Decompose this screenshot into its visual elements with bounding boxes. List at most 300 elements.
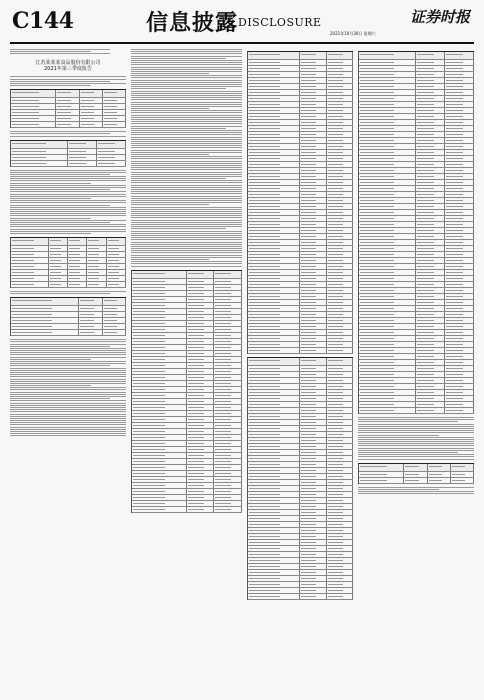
table-cell [187,465,215,470]
table-cell [248,474,300,479]
table-cell [187,495,215,500]
table-cell [445,384,474,389]
table-cell [187,381,215,386]
table-cell [107,246,126,251]
table-cell [68,238,87,245]
table-cell [248,594,300,599]
table-cell [248,180,300,185]
text-line [131,215,242,216]
table-cell [214,477,242,482]
table-cell [445,126,474,131]
table-cell [359,336,416,341]
table-cell [359,306,416,311]
table-cell [445,168,474,173]
table-cell [214,447,242,452]
table-cell [327,192,354,197]
table-cell [359,186,416,191]
table-cell [80,98,103,103]
table-cell [132,471,187,476]
table-cell [445,78,474,83]
table-cell [248,270,300,275]
table-cell [327,102,354,107]
table-cell [11,318,79,323]
table-cell [248,150,300,155]
table-cell [187,423,215,428]
text-line [10,222,110,223]
table-cell [327,522,354,527]
table-cell [214,315,242,320]
table-cell [416,138,445,143]
text-line [358,493,474,494]
text-line [131,152,242,153]
table-cell [214,363,242,368]
table-cell [11,238,49,245]
text-line [10,411,126,412]
table-cell [132,381,187,386]
table-cell [359,180,416,185]
text-line [131,97,242,98]
table-row [132,507,242,513]
table-cell [56,104,79,109]
table-cell [87,252,106,257]
table-cell [416,378,445,383]
table-cell [416,300,445,305]
table-cell [248,450,300,455]
text-line [10,205,110,206]
text-line [131,178,226,179]
text-line [358,489,439,490]
table-cell [87,276,106,281]
table-cell [300,246,327,251]
text-line [10,220,126,221]
table-cell [187,363,215,368]
table-cell [56,90,79,97]
table-cell [359,270,416,275]
table-cell [68,149,97,154]
table-cell [80,110,103,115]
table-cell [103,312,126,317]
table-cell [327,480,354,485]
table-cell [359,294,416,299]
table-cell [327,276,354,281]
table-cell [300,300,327,305]
table-cell [56,122,79,127]
table-cell [248,126,300,131]
table-cell [248,432,300,437]
text-line [131,126,242,127]
text-line [131,222,242,223]
text-line [131,128,226,129]
table-cell [187,387,215,392]
table-cell [327,456,354,461]
table-cell [214,279,242,284]
table-cell [359,472,404,477]
table-cell [214,417,242,422]
table-cell [327,498,354,503]
table-cell [327,330,354,335]
table-cell [248,358,300,365]
text-line [131,228,226,229]
table-cell [187,321,215,326]
table-row [11,238,126,246]
text-line [10,224,126,225]
table-cell [327,570,354,575]
table-cell [445,276,474,281]
table-cell [445,240,474,245]
text-line [10,202,126,203]
column-1 [10,48,126,688]
table-cell [300,564,327,569]
newspaper-logo: 证券时报 [410,8,471,26]
text-line [358,443,474,444]
table-cell [416,216,445,221]
text-line [10,81,110,82]
table-cell [327,264,354,269]
table-cell [187,303,215,308]
table-cell [68,252,87,257]
text-line [131,102,242,103]
text-line [131,187,242,188]
table-cell [187,357,215,362]
table-cell [97,161,126,166]
table-cell [107,282,126,287]
text-line [10,229,126,230]
table-cell [11,149,68,154]
table-cell [445,150,474,155]
text-line [131,145,242,146]
table-cell [300,528,327,533]
table-cell [248,222,300,227]
table-cell [327,366,354,371]
text-line [10,85,91,86]
table-cell [416,330,445,335]
text-line [131,226,242,227]
table-cell [248,156,300,161]
table-cell [248,252,300,257]
table-cell [416,144,445,149]
table-cell [300,474,327,479]
table-cell [132,309,187,314]
table-cell [327,444,354,449]
text-line [10,433,126,434]
table-cell [327,546,354,551]
table-cell [416,234,445,239]
table-cell [248,234,300,239]
table-cell [445,198,474,203]
table-cell [451,472,474,477]
text-line [358,430,474,431]
table-cell [359,360,416,365]
issue-date: 2021年10月30日 星期六 [330,31,376,36]
table-cell [416,402,445,407]
table-cell [11,104,56,109]
table-cell [327,234,354,239]
text-line [131,158,242,159]
section-title: 信息披露 [146,10,239,36]
table-cell [49,238,68,245]
table-cell [248,120,300,125]
table-cell [214,507,242,512]
table-cell [300,216,327,221]
table-cell [68,282,87,287]
text-line [10,387,126,388]
text-line [10,83,126,84]
table-cell [300,384,327,389]
table-cell [327,414,354,419]
table-cell [214,327,242,332]
table-cell [416,108,445,113]
announcement-title [10,60,126,72]
table-row [11,141,126,149]
table-cell [445,288,474,293]
table-cell [359,102,416,107]
table-cell [300,390,327,395]
text-line [358,487,474,488]
text-line [10,341,126,342]
text-line [131,207,242,208]
text-line [131,53,242,54]
text-line [10,346,110,347]
table-cell [300,120,327,125]
table-cell [248,426,300,431]
text-line [10,418,126,419]
table-cell [416,210,445,215]
table-cell [132,351,187,356]
table-cell [327,108,354,113]
table-row [11,90,126,98]
table-cell [300,258,327,263]
table-cell [327,384,354,389]
table-cell [300,204,327,209]
table-cell [87,246,106,251]
table-cell [300,486,327,491]
text-line [10,383,126,384]
table-cell [11,246,49,251]
table-cell [79,330,102,335]
table-cell [300,582,327,587]
table-cell [187,489,215,494]
table-cell [359,126,416,131]
table-cell [445,324,474,329]
table-cell [451,464,474,471]
table-cell [445,342,474,347]
text-line [10,131,126,132]
table-cell [445,264,474,269]
text-line [131,246,242,247]
table-row [11,298,126,306]
table-cell [214,393,242,398]
table-cell [214,375,242,380]
table-cell [359,384,416,389]
table-cell [300,192,327,197]
table-cell [56,110,79,115]
table-cell [107,252,126,257]
table-cell [248,90,300,95]
table-cell [359,378,416,383]
table-cell [300,138,327,143]
table-cell [445,396,474,401]
table-cell [248,468,300,473]
table-cell [359,150,416,155]
table-cell [416,240,445,245]
text-line [131,209,242,210]
table-cell [214,423,242,428]
table-cell [248,576,300,581]
table-cell [248,276,300,281]
table-cell [248,282,300,287]
table-cell [49,276,68,281]
table-cell [248,396,300,401]
table-cell [11,98,56,103]
text-line [131,130,242,131]
table-cell [11,90,56,97]
table-cell [359,324,416,329]
table-cell [327,420,354,425]
table-cell [416,360,445,365]
table-cell [214,291,242,296]
table-cell [97,141,126,148]
text-line [10,174,110,175]
table-cell [214,285,242,290]
text-line [10,185,126,186]
text-line [10,365,110,366]
table-cell [445,210,474,215]
text-line [358,421,458,422]
table-cell [49,252,68,257]
table-cell [359,318,416,323]
text-line [10,191,126,192]
text-line [10,370,126,371]
table-cell [132,321,187,326]
table-cell [300,114,327,119]
table-cell [300,318,327,323]
table-cell [327,150,354,155]
table-cell [359,52,416,59]
table-cell [248,438,300,443]
text-line [131,196,242,197]
table-cell [248,588,300,593]
table-cell [248,264,300,269]
table-cell [214,489,242,494]
table-cell [132,291,187,296]
text-line [358,435,439,436]
text-line [131,91,242,92]
text-line [131,62,242,63]
table-cell [300,432,327,437]
text-line [131,75,242,76]
text-line [131,172,242,173]
table-cell [11,110,56,115]
table-cell [416,156,445,161]
text-line [131,263,242,264]
table-cell [327,516,354,521]
text-line [10,405,126,406]
table-cell [300,234,327,239]
table-cell [416,324,445,329]
table-cell [132,333,187,338]
table-cell [300,558,327,563]
table-cell [416,312,445,317]
table-row [11,122,126,128]
table-cell [300,552,327,557]
table-cell [187,453,215,458]
table-cell [132,387,187,392]
table-cell [416,180,445,185]
text-line [10,198,91,199]
table-cell [359,192,416,197]
table-cell [248,300,300,305]
text-line [131,82,242,83]
table-cell [300,468,327,473]
table-cell [359,78,416,83]
table-cell [327,84,354,89]
text-line [10,379,126,380]
table-cell [300,108,327,113]
text-line [131,220,242,221]
text-line [131,64,242,65]
table-cell [68,276,87,281]
table-cell [103,298,126,305]
text-line [10,427,126,428]
text-line [131,141,242,142]
table-cell [445,402,474,407]
table-cell [300,306,327,311]
table-cell [445,66,474,71]
table-cell [327,144,354,149]
table-cell [416,120,445,125]
table-cell [300,516,327,521]
text-line [10,374,126,375]
table-cell [11,276,49,281]
table-cell [300,282,327,287]
text-line [131,261,242,262]
table-cell [300,444,327,449]
text-line [10,79,126,80]
table-cell [327,438,354,443]
table-cell [445,228,474,233]
table-cell [187,375,215,380]
text-line [131,115,242,116]
text-line [10,352,126,353]
table-cell [132,279,187,284]
table-cell [416,366,445,371]
table-cell [327,252,354,257]
text-line [10,136,126,137]
table-cell [87,258,106,263]
report-name: 2021年第三季度报告 [44,66,92,73]
table-cell [132,315,187,320]
table-cell [11,116,56,121]
text-line [10,133,110,134]
table-cell [327,358,354,365]
table-row [248,348,353,354]
table-cell [214,399,242,404]
table-cell [359,252,416,257]
text-line [10,429,126,430]
table-cell [187,399,215,404]
table-cell [327,582,354,587]
table-cell [416,384,445,389]
table-cell [214,271,242,278]
table-cell [248,204,300,209]
table-cell [327,504,354,509]
table-cell [327,90,354,95]
table-cell [80,90,103,97]
table-cell [445,294,474,299]
table-cell [404,478,427,483]
table-cell [214,501,242,506]
text-line [10,183,91,184]
